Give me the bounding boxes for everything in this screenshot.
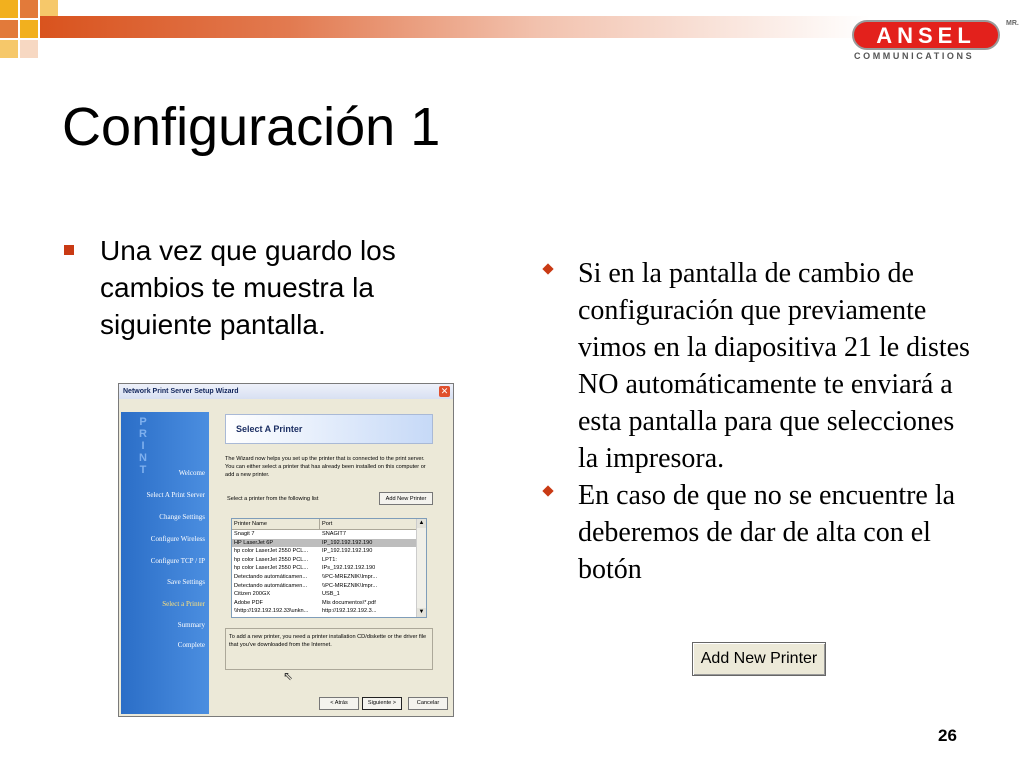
list-scrollbar[interactable] <box>416 519 426 617</box>
deco-square <box>20 0 38 18</box>
printer-name: hp color LaserJet 2550 PCL... <box>234 565 309 572</box>
sidebar-step: Welcome <box>178 469 205 477</box>
printer-row[interactable] <box>232 573 426 582</box>
deco-square <box>0 0 18 18</box>
wizard-panel <box>225 412 433 672</box>
print-logo: P R I N T <box>139 416 147 476</box>
scroll-up-icon[interactable]: ▲ <box>418 520 425 526</box>
printer-port: \\PC-MREZNIK\Impr... <box>322 573 378 580</box>
left-bullet-text: Una vez que guardo los cambios te muestra la siguiente pantalla. <box>100 235 396 340</box>
panel-description: The Wizard now helps you set up the printer that is connected to the print server. You can either select a printer that has already been installed on this computer or add a new printer. <box>225 456 426 478</box>
printer-name: Detectando automáticamen... <box>234 573 308 580</box>
list-header <box>232 519 426 530</box>
column-header-port[interactable]: Port <box>322 521 333 527</box>
back-button[interactable]: < Atrás <box>319 697 359 710</box>
logo-subtitle: COMMUNICATIONS <box>854 51 975 61</box>
printer-name: Citizen 200GX <box>234 591 271 598</box>
square-bullet-icon <box>64 245 74 255</box>
printer-port: IP_192.192.192.190 <box>322 548 373 555</box>
printer-row[interactable] <box>232 564 426 573</box>
slide-title: Configuración 1 <box>62 97 441 157</box>
select-label: Select a printer from the following list <box>227 496 319 502</box>
printer-row[interactable] <box>232 582 426 591</box>
printer-port: SNAGIT7 <box>322 531 346 537</box>
page-number: 26 <box>938 726 957 745</box>
close-icon[interactable]: ✕ <box>440 386 449 396</box>
right-bullet-item <box>540 255 980 477</box>
printer-port: IP_192.192.192.190 <box>322 539 373 546</box>
printer-name: Snagit 7 <box>234 531 255 537</box>
ansel-logo <box>852 20 1002 64</box>
wizard-window <box>118 383 454 717</box>
info-note <box>225 628 433 670</box>
sidebar-step: Complete <box>177 641 205 649</box>
printer-port: http://192.192.192.3... <box>322 608 377 615</box>
add-new-printer-button[interactable]: Add New Printer <box>692 642 826 676</box>
next-button[interactable]: Siguiente > <box>362 697 402 710</box>
printer-row-selected[interactable] <box>232 539 426 548</box>
printer-port: LPT1: <box>322 556 337 563</box>
right-bullet-text: En caso de que no se encuentre la deberemos de dar de alta con el botón <box>578 480 956 585</box>
sidebar-step: Select A Print Server <box>146 491 205 499</box>
sidebar-step: Configure TCP / IP <box>150 557 205 565</box>
window-title: Network Print Server Setup Wizard <box>119 384 453 399</box>
deco-square <box>0 40 18 58</box>
right-bullet-text: Si en la pantalla de cambio de configuración que previamente vimos en la diapositiva 21 le distes NO automáticamente te enviará a esta pantalla para que selecciones la impresora. <box>578 258 970 474</box>
cancel-button[interactable]: Cancelar <box>408 697 448 710</box>
panel-title: Select A Printer <box>236 424 303 434</box>
printer-port: \\PC-MREZNIK\Impr... <box>322 582 378 589</box>
printer-row[interactable] <box>232 530 426 539</box>
logo-trademark: MR. <box>1006 20 1019 27</box>
sidebar-step: Change Settings <box>159 513 205 521</box>
printer-port: Mis documentos\*.pdf <box>322 599 376 606</box>
printer-row[interactable] <box>232 607 426 616</box>
printer-port: USB_1 <box>322 591 340 598</box>
printer-name: Adobe PDF <box>234 599 263 606</box>
wizard-sidebar <box>121 412 209 714</box>
printer-name: Detectando automáticamen... <box>234 582 308 589</box>
logo-name: ANSEL <box>876 23 976 48</box>
column-header-printer-name[interactable]: Printer Name <box>232 519 320 529</box>
printer-name: hp color LaserJet 2550 PCL... <box>234 548 309 555</box>
printer-name: hp color LaserJet 2550 PCL... <box>234 556 309 563</box>
scroll-down-icon[interactable]: ▼ <box>418 609 425 615</box>
printer-row[interactable] <box>232 590 426 599</box>
header-gradient-bar <box>40 16 870 38</box>
sidebar-step: Configure Wireless <box>150 535 205 543</box>
diamond-bullet-icon <box>542 485 553 496</box>
printer-row[interactable] <box>232 547 426 556</box>
printer-name: \\http://192.192.192.33\unkn... <box>234 608 309 615</box>
printer-port: IPs_192.192.192.190 <box>322 565 376 572</box>
mouse-cursor-icon: ⇖ <box>283 669 294 683</box>
wizard-add-printer-button[interactable]: Add New Printer <box>379 492 433 505</box>
deco-square <box>20 20 38 38</box>
info-note-text: To add a new printer, you need a printer installation CD/diskette or the driver file that you've downloaded from the Internet. <box>229 634 427 648</box>
logo-badge <box>852 20 1000 50</box>
sidebar-step: Save Settings <box>167 578 205 586</box>
right-bullet-list <box>540 255 980 588</box>
printer-list[interactable] <box>231 518 427 618</box>
deco-square <box>0 20 18 38</box>
printer-row[interactable] <box>232 599 426 608</box>
printer-row[interactable] <box>232 556 426 565</box>
panel-header <box>225 414 433 444</box>
sidebar-step: Summary <box>177 621 205 629</box>
sidebar-step-selected: Select a Printer <box>162 600 205 608</box>
right-bullet-item <box>540 477 980 588</box>
diamond-bullet-icon <box>542 263 553 274</box>
printer-name: HP LaserJet 6P <box>234 539 274 546</box>
deco-square <box>20 40 38 58</box>
